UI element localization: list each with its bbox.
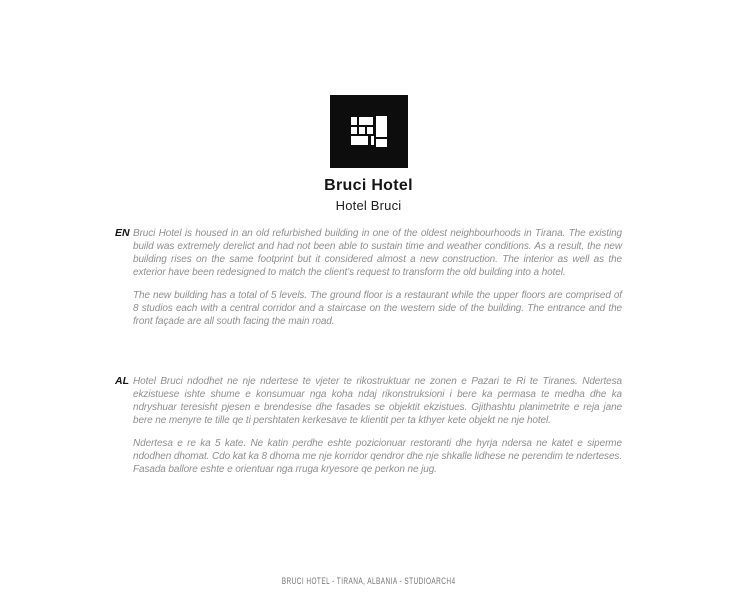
section-albanian-body <box>133 375 622 476</box>
language-label-al: AL <box>115 375 129 387</box>
page-title: Bruci Hotel <box>324 177 413 194</box>
building-windows-icon <box>351 116 388 147</box>
page-subtitle: Hotel Bruci <box>335 198 402 213</box>
language-label-en: EN <box>115 227 130 239</box>
paragraph: Hotel Bruci ndodhet ne nje ndertese te vjeter te rikostruktuar ne zonen e Pazari te Ri te Tiranes. Ndertesa ekzistuese ishte shume e konsumuar nga koha ndaj rikonstruksioni i bere ka permasa te medha dhe ka ndryshuar teresisht pjesen e brendesise dhe fasades se objektit ekzistues. Gjithashtu planimetrite e reja jane bere ne menyre te tille qe ti pershtaten kerkesave te klientit per ta kthyer kete objekt ne nje hotel. <box>133 376 622 426</box>
footer <box>0 571 737 589</box>
paragraph: Ndertesa e re ka 5 kate. Ne katin perdhe eshte pozicionuar restoranti dhe hyrja ndersa ne katet e siperme ndodhen dhomat. Cdo kat ka 8 dhoma me nje korridor qendror dhe nje shkalle lidhese ne perendim te nderteses. Fasada ballore eshte e orientuar nga rruga kryesore qe perkon ne jug. <box>133 438 622 475</box>
section-english <box>115 227 622 328</box>
paragraph: Bruci Hotel is housed in an old refurbished building in one of the oldest neighbourhoods in Tirana. The existing build was extremely derelict and had not been able to sustain time and weather conditions. As a result, the new building rises on the same footprint but it considered almost a new construction. The interior as well as the exterior have been redesigned to match the client’s request to transform the old building into a hotel. <box>133 228 622 278</box>
section-english-body <box>133 227 622 328</box>
paragraph: The new building has a total of 5 levels. The ground floor is a restaurant while the upper floors are comprised of 8 studios each with a central corridor and a staircase on the western side of the building. The entrance and the front façade are all south facing the main road. <box>133 290 622 327</box>
footer-caption: BRUCI HOTEL - TIRANA, ALBANIA - STUDIOARCH4 <box>281 576 456 586</box>
section-albanian <box>115 375 622 476</box>
hotel-logo <box>330 95 408 168</box>
